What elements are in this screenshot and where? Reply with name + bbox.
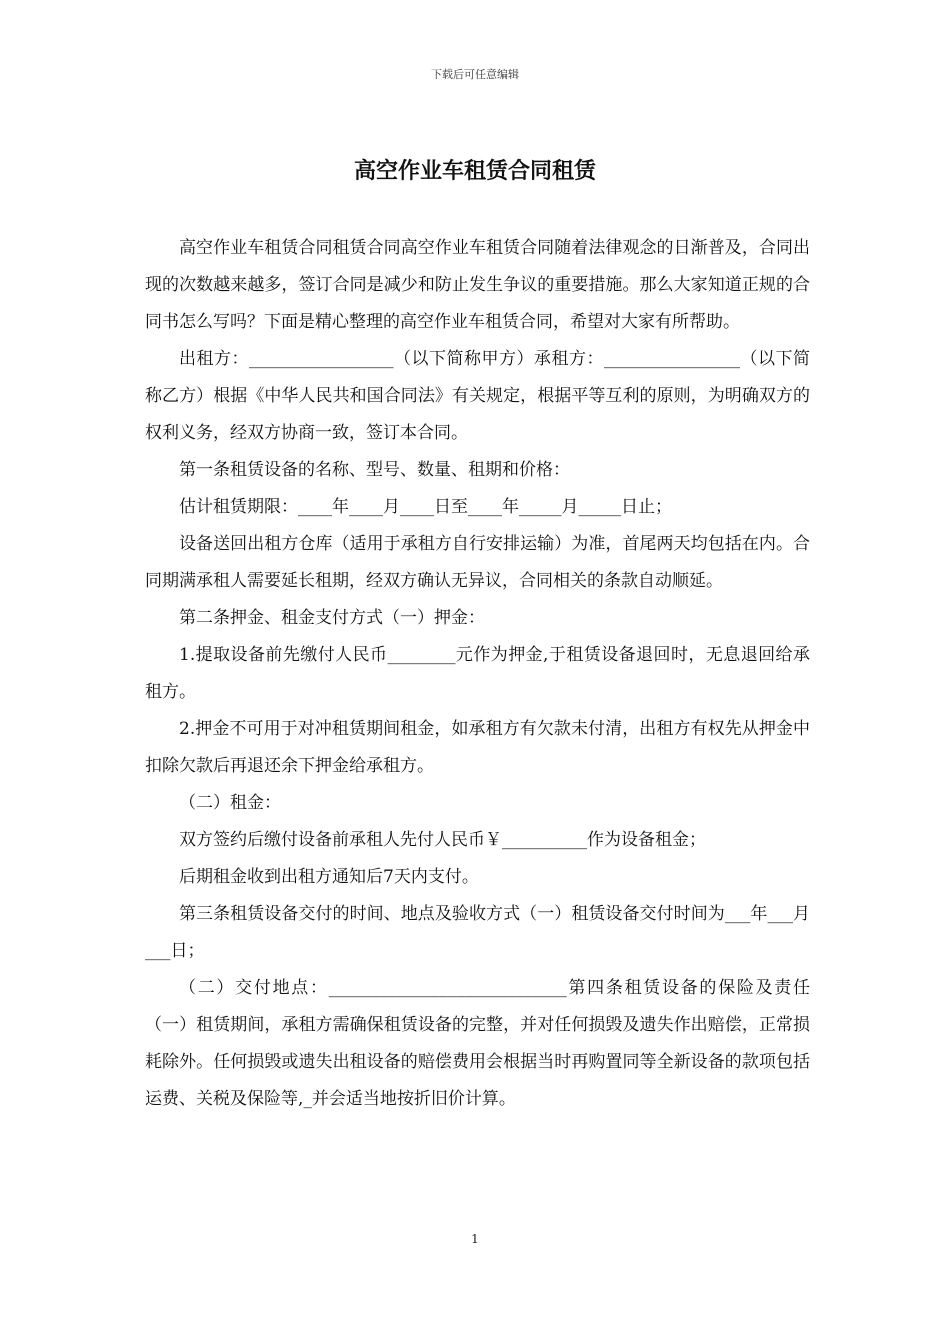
page-number: 1 <box>471 1232 479 1246</box>
rent-heading: （二）租金： <box>179 793 281 813</box>
deposit-clause-1: 1.提取设备前先缴付人民币________元作为押金,于租赁设备退回时，无息退回给承租方。 <box>145 645 810 702</box>
parties-paragraph: 出租方：_________________（以下简称甲方）承租方：________________（以下简称乙方）根据《中华人民共和国合同法》有关规定，根据平等互利的原则，为明确双方的权利义务，经双方协商一致，签订本合同。 <box>145 349 810 443</box>
return-terms-paragraph: 设备送回出租方仓库（适用于承租方自行安排运输）为准，首尾两天均包括在内。合同期满承租人需要延长租期，经双方确认无异议，合同相关的条款自动顺延。 <box>145 534 810 591</box>
article-1-heading: 第一条租赁设备的名称、型号、数量、租期和价格： <box>179 460 570 480</box>
article-3-paragraph: 第三条租赁设备交付的时间、地点及验收方式（一）租赁设备交付时间为___年___月___日； <box>145 904 810 961</box>
lease-term-paragraph: 估计租赁期限：____年____月____日至____年_____月_____日止； <box>179 497 672 517</box>
intro-paragraph: 高空作业车租赁合同租赁合同高空作业车租赁合同随着法律观念的日渐普及，合同出现的次数越来越多，签订合同是减少和防止发生争议的重要措施。那么大家知道正规的合同书怎么写吗？下面是精心整理的高空作业车租赁合同，希望对大家有所帮助。 <box>145 238 810 332</box>
document-body <box>145 230 810 1118</box>
deposit-clause-2: 2.押金不可用于对冲租赁期间租金，如承租方有欠款未付清，出租方有权先从押金中扣除欠款后再退还余下押金给承租方。 <box>145 719 810 776</box>
page-header-note: 下载后可任意编辑 <box>431 68 519 81</box>
rent-clause-2: 后期租金收到出租方通知后7天内支付。 <box>179 867 479 887</box>
delivery-and-article-4-paragraph: （二）交付地点：____________________________第四条租赁设备的保险及责任（一）租赁期间，承租方需确保租赁设备的完整，并对任何损毁及遗失作出赔偿，正常损耗除外。任何损毁或遗失出租设备的赔偿费用会根据当时再购置同等全新设备的款项包括运费、关税及保险等,_并会适当地按折旧价计算。 <box>145 978 810 1109</box>
article-2-heading: 第二条押金、租金支付方式（一）押金： <box>179 608 485 628</box>
rent-clause-1: 双方签约后缴付设备前承租人先付人民币￥__________作为设备租金； <box>179 830 706 850</box>
document-title: 高空作业车租赁合同租赁 <box>353 159 596 184</box>
